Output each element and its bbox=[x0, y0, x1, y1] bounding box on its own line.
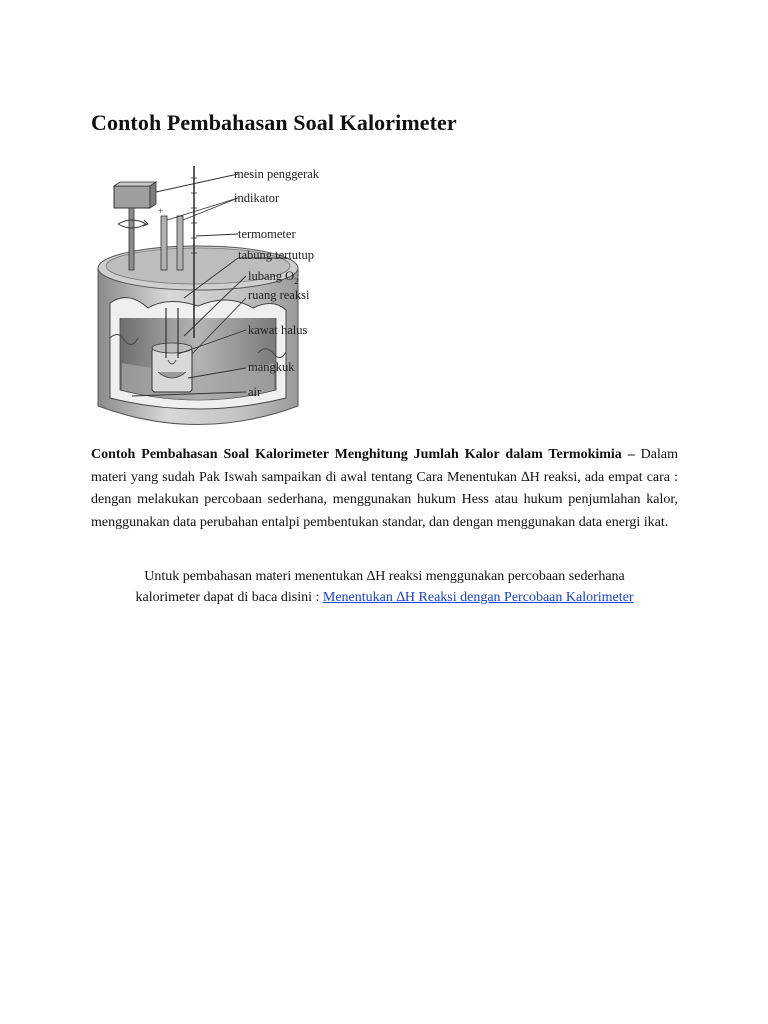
page-title: Contoh Pembahasan Soal Kalorimeter bbox=[91, 110, 457, 135]
label-lubang-o2: lubang $O_2$ bbox=[248, 269, 299, 286]
intro-body: Dalam materi yang sudah Pak Iswah sampaikan di awal tentang Cara Menentukan ∆H reaksi, ada empat cara : dengan melakukan percobaan sederhana, menggunakan hukum Hess atau hukum penjumlahan kalor, menggunakan data perubahan entalpi pembentukan standar, dan dengan menggunakan data energi ikat. bbox=[91, 447, 678, 530]
label-kawat-halus: kawat halus bbox=[248, 323, 308, 337]
label-tabung-tertutup: tabung tertutup bbox=[238, 248, 315, 262]
intro-paragraph bbox=[91, 444, 678, 534]
label-indikator: indikator bbox=[234, 191, 280, 205]
calorimeter-figure bbox=[88, 158, 358, 430]
label-termometer: termometer bbox=[238, 227, 296, 241]
intro-lead: Contoh Pembahasan Soal Kalorimeter Menghitung Jumlah Kalor dalam Termokimia – bbox=[91, 447, 635, 462]
svg-text:+: + bbox=[158, 206, 164, 216]
reference-line2: kalorimeter dapat di baca disini : bbox=[135, 590, 323, 605]
reference-line1: Untuk pembahasan materi menentukan ∆H reaksi menggunakan percobaan sederhana bbox=[144, 569, 625, 584]
label-air: air bbox=[248, 385, 262, 399]
reference-paragraph bbox=[91, 566, 678, 608]
label-ruang-reaksi: ruang reaksi bbox=[248, 288, 310, 302]
label-mangkuk: mangkuk bbox=[248, 360, 295, 374]
kalorimeter-link[interactable]: Menentukan ∆H Reaksi dengan Percobaan Kalorimeter bbox=[322, 590, 634, 605]
label-mesin-penggerak: mesin penggerak bbox=[234, 167, 320, 181]
